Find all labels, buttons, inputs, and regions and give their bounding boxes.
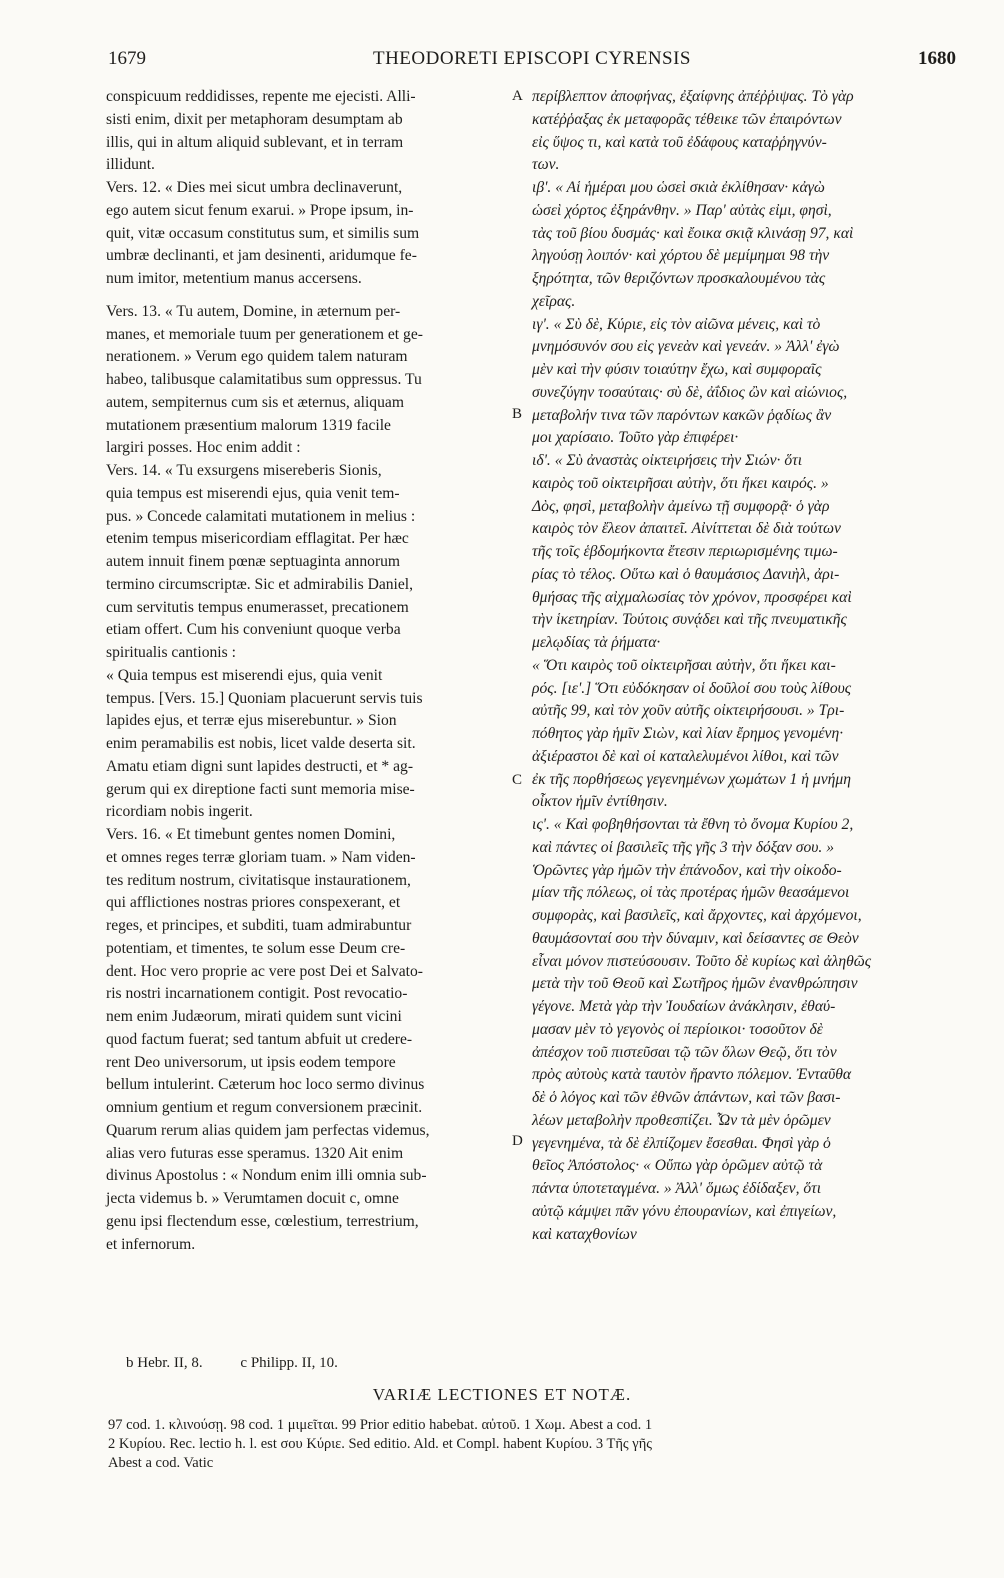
latin-text-line: lapides ejus, et terræ ejus miserebuntur. » Sion [106, 712, 397, 730]
latin-text-line: quit, vitæ occasum constitutus sum, et similis sum [106, 224, 420, 242]
latin-text-line: illidunt. [106, 156, 155, 174]
greek-text-line: μὲν καὶ τὴν φύσιν τοιαύτην ἔχω, καὶ συμφοραῖς [532, 361, 822, 378]
latin-text-line: rent Deo universorum, ut ipsis eodem tempore [106, 1053, 396, 1071]
latin-text-line: etiam offert. Cum his conveniunt quoque verba [106, 621, 401, 639]
latin-text-line: ris nostri incarnationem contigit. Post revocatio- [106, 985, 408, 1003]
footnote-c: c Philipp. II, 10. [240, 1355, 338, 1371]
greek-text-line: ις'. « Καὶ φοβηθήσονται τὰ ἔθνη τὸ ὄνομα Κυρίου 2, [532, 816, 854, 833]
greek-text-line: χεῖρας. [532, 292, 576, 310]
latin-text-line: largiri posses. Hoc enim addit : [106, 439, 301, 457]
latin-text-line: et infernorum. [106, 1235, 196, 1253]
latin-text-line: etenim tempus misericordiam efflagitat. Per hæc [106, 530, 409, 548]
latin-column [106, 86, 508, 1256]
note-line: Abest a cod. Vatic [108, 1455, 214, 1471]
note-line: 2 Κυρίου. Rec. lectio h. l. est σου Κύριε. Sed editio. Ald. et Compl. habent Κυρίου. 3 Τῆς γῆς [108, 1436, 653, 1452]
greek-text-line: μνημόσυνόν σου εἰς γενεὰν καὶ γενεάν. » Ἀλλ' ἐγὼ [532, 338, 840, 356]
latin-text-line: termino circumscriptæ. Sic et admirabilis Daniel, [106, 575, 414, 593]
greek-text-line: θμήσας τῆς αἰχμαλωσίας τὸν χρόνον, προσφέρει καὶ [532, 588, 852, 606]
greek-text-line: ἀξιέραστοι δὲ καὶ οἱ καταλελυμένοι λίθοι, καὶ τῶν [532, 747, 839, 765]
greek-text-line: τῆς τοῖς ἑβδομήκοντα ἔτεσιν περιωρισμένης τιμω- [532, 543, 838, 560]
latin-text-line: jecta videmus b. » Verumtamen docuit c, omne [106, 1190, 399, 1207]
latin-text-line: et omnes reges terræ gloriam tuam. » Nam viden- [106, 848, 416, 866]
latin-text-line: tes reditum nostrum, civitatisque instaurationem, [106, 871, 411, 889]
greek-text-line: μοι χαρίσαιο. Τοῦτο γὰρ ἐπιφέρει· [532, 429, 739, 447]
greek-text-line: οἶκτον ἡμῖν ἐντίθησιν. [532, 793, 668, 811]
greek-text-line: ιγ'. « Σὺ δὲ, Κύριε, εἰς τὸν αἰῶνα μένεις, καὶ τὸ [532, 315, 821, 333]
greek-text-line: καὶ καταχθονίων [532, 1225, 637, 1243]
page-number-right: 1680 [918, 48, 956, 69]
variae-notes [108, 1416, 956, 1473]
latin-text-line: conspicuum reddidisses, repente me ejecisti. Alli- [106, 88, 416, 105]
latin-text-line: qui afflictiones nostras priores conspexerant, et [106, 894, 401, 912]
greek-text-line: μασαν μὲν τὸ γεγονὸς οἱ περίοικοι· τοσοῦτον δὲ [532, 1020, 823, 1038]
margin-marker-b: B [512, 406, 523, 422]
footnote-b: b Hebr. II, 8. [126, 1355, 203, 1371]
greek-text-line: καὶ πάντες οἱ βασιλεῖς τῆς γῆς 3 τὴν δόξαν σου. » [532, 838, 835, 856]
page-header [108, 48, 956, 78]
latin-text-line: quod factum fuerat; sed tantum abfuit ut credere- [106, 1030, 413, 1048]
greek-text-line: θεῖος Ἀπόστολος· « Οὔπω γὰρ ὁρῶμεν αὐτῷ τὰ [532, 1157, 823, 1175]
variae-lectiones-heading: VARIÆ LECTIONES ET NOTÆ. [372, 1385, 632, 1404]
greek-text-line: ἀπέσχον τοῦ πιστεῦσαι τῷ τῶν ὅλων Θεῷ, ὅτι τὸν [532, 1043, 837, 1061]
latin-text-line: gerum qui ex direptione facti sunt memoria mise- [106, 780, 415, 798]
greek-text-line: τὴν ἱκετηρίαν. Τούτοις συνᾴδει καὶ τῆς πνευματικῆς [532, 611, 847, 629]
greek-text-line: μεταβολήν τινα τῶν παρόντων κακῶν ῥᾳδίως ἂν [532, 406, 832, 424]
latin-text-line: tempus. [Vers. 15.] Quoniam placuerunt servis tuis [106, 689, 423, 707]
greek-text-line: γέγονε. Μετὰ γὰρ τὴν Ἰουδαίων ἀνάκλησιν, ἐθαύ- [532, 998, 836, 1015]
latin-text-line: potentiam, et timentes, te solum esse Deum cre- [106, 939, 406, 957]
greek-text-line: κατέῤῥαξας ἐκ μεταφορᾶς τέθεικε τῶν ἐπαιρόντων [532, 110, 842, 128]
latin-text-line: omnium gentium et regum conversionem præcinit. [106, 1099, 423, 1116]
latin-text-line: habeo, talibusque calamitatibus sum oppressus. Tu [106, 371, 422, 388]
latin-text-line: Vers. 16. « Et timebunt gentes nomen Domini, [106, 826, 396, 843]
greek-text-line: ιβ'. « Αἱ ἡμέραι μου ὡσεὶ σκιὰ ἐκλίθησαν· κἀγὼ [532, 179, 825, 196]
greek-text-line: αὐτῷ κάμψει πᾶν γόνυ ἐπουρανίων, καὶ ἐπιγείων, [532, 1202, 837, 1220]
greek-text-line: πάντα ὑποτεταγμένα. » Ἀλλ' ὅμως ἐδίδαξεν, ὅτι [532, 1180, 822, 1197]
greek-text-line: ρός. [ιε'.] Ὅτι εὐδόκησαν οἱ δοῦλοί σου τοὺς λίθους [532, 679, 852, 697]
greek-text-line: συνεζύγην τοσαύταις· σὺ δὲ, ἀΐδιος ὢν καὶ αἰώνιος, [532, 383, 848, 401]
greek-text-line: ιδ'. « Σὺ ἀναστὰς οἰκτειρήσεις τὴν Σιών· ὅτι [532, 452, 803, 469]
greek-text-line: καιρὸς τοῦ οἰκτειρῆσαι αὐτὴν, ὅτι ἥκει καιρός. » [532, 474, 829, 492]
latin-text-line: divinus Apostolus : « Nondum enim illi omnia sub- [106, 1167, 427, 1185]
greek-text-line: « Ὅτι καιρὸς τοῦ οἰκτειρῆσαι αὐτὴν, ὅτι ἥκει και- [532, 656, 836, 674]
greek-text-line: ξηρότητα, τῶν θεριζόντων προσκαλουμένου τὰς [532, 270, 826, 287]
latin-text-line: enim peramabilis est nobis, licet valde deserta sit. [106, 735, 416, 752]
latin-text-line: autem, sempiternus cum sis et æternus, aliquam [106, 393, 404, 411]
latin-text-line: Amatu etiam digni sunt lapides destructi, et * ag- [106, 757, 414, 775]
greek-text-line: ρίας τὸ τέλος. Οὕτω καὶ ὁ θαυμάσιος Δανιὴλ, ἀρι- [532, 565, 840, 583]
latin-text-line: pus. » Concede calamitati mutationem in melius : [106, 507, 416, 525]
greek-text-line: περίβλεπτον ἀποφήνας, ἐξαίφνης ἀπέῤῥιψας. Τὸ γὰρ [532, 88, 854, 105]
latin-footnotes [126, 1355, 372, 1372]
greek-text-line: ληγούσῃ λοιπόν· καὶ χόρτου δὲ μεμίμημαι 98 τὴν [532, 247, 830, 265]
latin-text-line: ego autem sicut fenum exarui. » Prope ipsum, in- [106, 201, 414, 219]
greek-text-line: μετὰ τὴν τοῦ Θεοῦ καὶ Σωτῆρος ἡμῶν ἐνανθρώπησιν [532, 975, 858, 993]
latin-text-line: bellum intulerint. Cæterum hoc loco sermo divinus [106, 1076, 425, 1094]
margin-marker-c: C [512, 772, 523, 788]
latin-text-line: Vers. 12. « Dies mei sicut umbra declinaverunt, [106, 179, 403, 196]
greek-text-line: πόθητος γὰρ ἡμῖν Σιὼν, καὶ λίαν ἔρημος γενομένη· [532, 725, 844, 742]
greek-text-line: εἶναι μόνον πιστεύσουσιν. Τοῦτο δὲ κυρίως καὶ ἀληθῶς [532, 952, 872, 970]
greek-text-line: Ὁρῶντες γὰρ ἡμῶν τὴν ἐπάνοδον, καὶ τὴν οἰκοδο- [532, 861, 842, 879]
latin-text-line: mutationem præsentium malorum 1319 facile [106, 416, 391, 434]
margin-marker-d: D [512, 1133, 523, 1149]
greek-text-line: πρὸς αὐτοὺς κατὰ ταυτὸν ἤραντο πόλεμον. Ἐνταῦθα [532, 1066, 852, 1084]
latin-text-line: quia tempus est miserendi ejus, quia venit tem- [106, 484, 400, 502]
greek-text-line: θαυμάσονταί σου τὴν δύναμιν, καὶ δείσαντες σε Θεὸν [532, 929, 859, 947]
latin-text-line: umbræ declinanti, et jam desinenti, aridumque fe- [106, 247, 417, 265]
greek-text-line: καιρὸς τὸν ἔλεον ἀπαιτεῖ. Αἰνίττεται δὲ διὰ τούτων [532, 520, 841, 538]
latin-text-line: ricordiam nobis ingerit. [106, 803, 253, 821]
greek-column [532, 86, 948, 1246]
latin-text-line: « Quia tempus est miserendi ejus, quia venit [106, 666, 383, 684]
greek-text-line: λέων μεταβολὴν προθεσπίζει. Ὧν τὰ μὲν ὁρῶμεν [532, 1111, 831, 1129]
latin-text-line: Quarum rerum alias quidem jam perfectas videmus, [106, 1121, 430, 1139]
latin-text-line: manes, et memoriale tuum per generationem et ge- [106, 325, 423, 343]
latin-text-line: genu ipsi flectendum esse, cœlestium, terrestrium, [106, 1212, 419, 1230]
greek-text-line: μίαν τῆς πόλεως, οἱ τὰς προτέρας ἡμῶν θεασάμενοι [532, 884, 850, 902]
latin-text-line: sisti enim, dixit per metaphoram desumptam ab [106, 110, 403, 128]
latin-text-line: reges, et principes, et subditi, tuam admirabuntur [106, 917, 412, 934]
latin-text-line: alias vero futuras esse speramus. 1320 Ait enim [106, 1144, 404, 1162]
greek-text-line: Δὸς, φησὶ, μεταβολὴν ἀμείνω τῇ συμφορᾷ· ὁ γὰρ [532, 497, 830, 515]
latin-text-line: nem enim Judæorum, mirati quidem sunt vicini [106, 1008, 402, 1025]
latin-text-line: spiritualis cantionis : [106, 644, 236, 661]
greek-text-line: αὐτῆς 99, καὶ τὸν χοῦν αὐτῆς οἰκτειρήσουσι. » Τρι- [532, 702, 845, 720]
greek-text-line: των. [532, 156, 560, 174]
latin-text-line: cum servitutis tempus enumerasset, precationem [106, 598, 409, 616]
page-number-left: 1679 [108, 48, 146, 69]
latin-text-line: Vers. 13. « Tu autem, Domine, in æternum per- [106, 302, 401, 320]
greek-text-line: τὰς τοῦ βίου δυσμάς· καὶ ἔοικα σκιᾷ κλινάσῃ 97, καὶ [532, 224, 854, 242]
running-title: THEODORETI EPISCOPI CYRENSIS [372, 48, 692, 69]
greek-text-line: εἰς ὕψος τι, καὶ κατὰ τοῦ ἐδάφους καταῤῥηγνύν- [532, 133, 827, 151]
margin-marker-a: A [512, 88, 523, 104]
greek-text-line: μελῳδίας τὰ ῥήματα· [532, 634, 661, 651]
latin-text-line: dent. Hoc vero proprie ac vere post Dei et Salvato- [106, 962, 423, 980]
greek-text-line: ὡσεὶ χόρτος ἐξηράνθην. » Παρ' αὐτὰς εἰμι, φησὶ, [532, 201, 832, 219]
note-line: 97 cod. 1. κλινούσῃ. 98 cod. 1 μιμεῖται. 99 Prior editio habebat. αὐτοῦ. 1 Χωμ. Abest a cod. 1 [108, 1417, 653, 1433]
greek-text-line: δὲ ὁ λόγος καὶ τῶν ἐθνῶν ἁπάντων, καὶ τῶν βασι- [532, 1089, 841, 1106]
latin-text-line: num imitor, metentium manus accersens. [106, 270, 362, 287]
greek-text-line: ἐκ τῆς πορθήσεως γεγενημένων χωμάτων 1 ἡ μνήμη [532, 770, 851, 788]
latin-text-line: Vers. 14. « Tu exsurgens misereberis Sionis, [106, 462, 382, 479]
latin-text-line: autem innuit finem pœnæ septuaginta annorum [106, 553, 401, 570]
latin-text-line: nerationem. » Verum ego quidem talem naturam [106, 348, 408, 366]
greek-text-line: γεγενημένα, τὰ δὲ ἐλπίζομεν ἔσεσθαι. Φησὶ γὰρ ὁ [532, 1134, 831, 1152]
greek-text-line: συμφορὰς, καὶ βασιλεῖς, καὶ ἄρχοντες, καὶ ἀρχόμενοι, [532, 907, 862, 924]
latin-text-line: illis, qui in altum aliquid sublevant, et in terram [106, 133, 404, 151]
